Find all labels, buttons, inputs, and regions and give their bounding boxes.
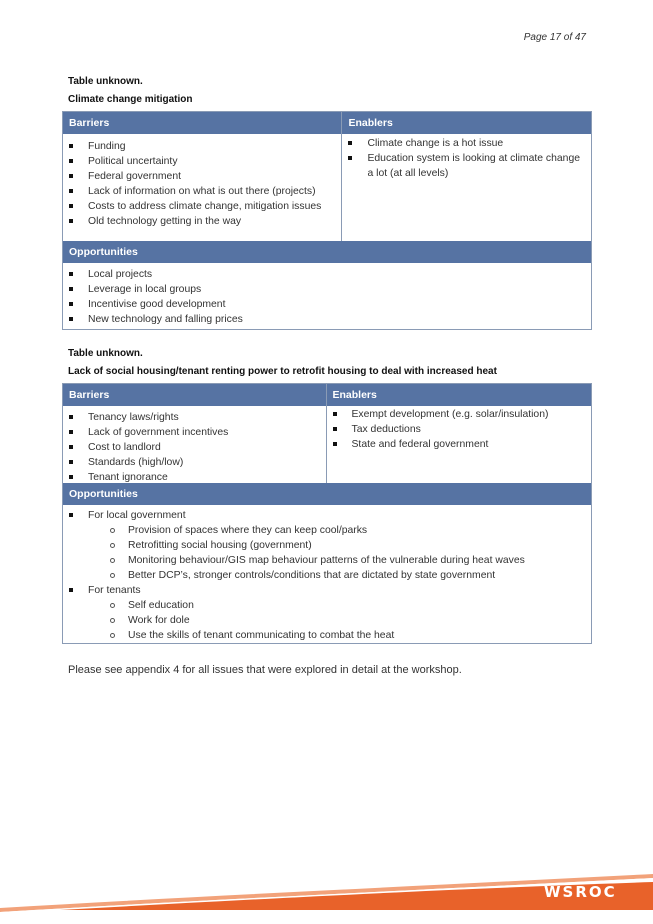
barriers-header: Barriers <box>63 384 327 406</box>
sub-list-item: Work for dole <box>63 613 591 628</box>
wsroc-logo: WSROC <box>544 883 617 901</box>
list-item: Leverage in local groups <box>63 282 591 297</box>
sub-list-item: Better DCP’s, stronger controls/conditions that are dictated by state government <box>63 568 591 583</box>
list-item-group <box>63 583 591 598</box>
list-item: Local projects <box>63 267 591 282</box>
list-item: State and federal government <box>327 437 592 452</box>
opportunities-cell <box>63 263 591 329</box>
opportunities-header: Opportunities <box>63 241 591 263</box>
list-item: Cost to landlord <box>63 440 326 455</box>
barriers-cell <box>63 134 342 241</box>
list-item: Funding <box>63 139 341 154</box>
table-body-row <box>63 134 591 241</box>
table-social-housing-retrofit <box>62 383 592 644</box>
list-item: Climate change is a hot issue <box>342 136 585 151</box>
table-body-row <box>63 406 591 483</box>
barriers-cell <box>63 406 327 483</box>
list-item: Lack of government incentives <box>63 425 326 440</box>
sub-list-item: Monitoring behaviour/GIS map behaviour patterns of the vulnerable during heat waves <box>63 553 591 568</box>
opportunities-header: Opportunities <box>63 483 591 505</box>
list-item: Tax deductions <box>327 422 592 437</box>
table-header-row <box>63 112 591 134</box>
table-climate-change-mitigation <box>62 111 592 330</box>
sub-list-item: Self education <box>63 598 591 613</box>
group-label: For tenants <box>88 585 141 596</box>
enablers-header: Enablers <box>327 384 592 406</box>
enablers-cell <box>342 134 591 241</box>
enablers-header: Enablers <box>342 112 591 134</box>
appendix-note: Please see appendix 4 for all issues that were explored in detail at the workshop. <box>68 664 462 676</box>
sub-list-item: Provision of spaces where they can keep cool/parks <box>63 523 591 538</box>
sub-list-item: Retrofitting social housing (government) <box>63 538 591 553</box>
list-item: Old technology getting in the way <box>63 214 341 229</box>
list-item-group <box>63 508 591 523</box>
list-item: Exempt development (e.g. solar/insulation) <box>327 407 592 422</box>
list-item: Standards (high/low) <box>63 455 326 470</box>
table1-caption-title: Climate change mitigation <box>68 94 193 105</box>
group-label: For local government <box>88 510 186 521</box>
table1-caption-label: Table unknown. <box>68 76 143 87</box>
list-item: Tenancy laws/rights <box>63 410 326 425</box>
list-item: Incentivise good development <box>63 297 591 312</box>
list-item: Federal government <box>63 169 341 184</box>
list-item: Education system is looking at climate change a lot (at all levels) <box>342 151 585 181</box>
list-item: Political uncertainty <box>63 154 341 169</box>
list-item: Tenant ignorance <box>63 470 326 485</box>
opportunities-cell <box>63 505 591 643</box>
list-item: Costs to address climate change, mitigation issues <box>63 199 341 214</box>
list-item: Lack of information on what is out there (projects) <box>63 184 341 199</box>
page-number: Page 17 of 47 <box>523 32 586 43</box>
enablers-cell <box>327 406 592 483</box>
table2-caption-label: Table unknown. <box>68 348 143 359</box>
list-item: New technology and falling prices <box>63 312 591 327</box>
sub-list-item: Use the skills of tenant communicating to combat the heat <box>63 628 591 643</box>
table2-caption-title: Lack of social housing/tenant renting power to retrofit housing to deal with increased heat <box>68 366 497 377</box>
barriers-header: Barriers <box>63 112 342 134</box>
table-header-row <box>63 384 591 406</box>
